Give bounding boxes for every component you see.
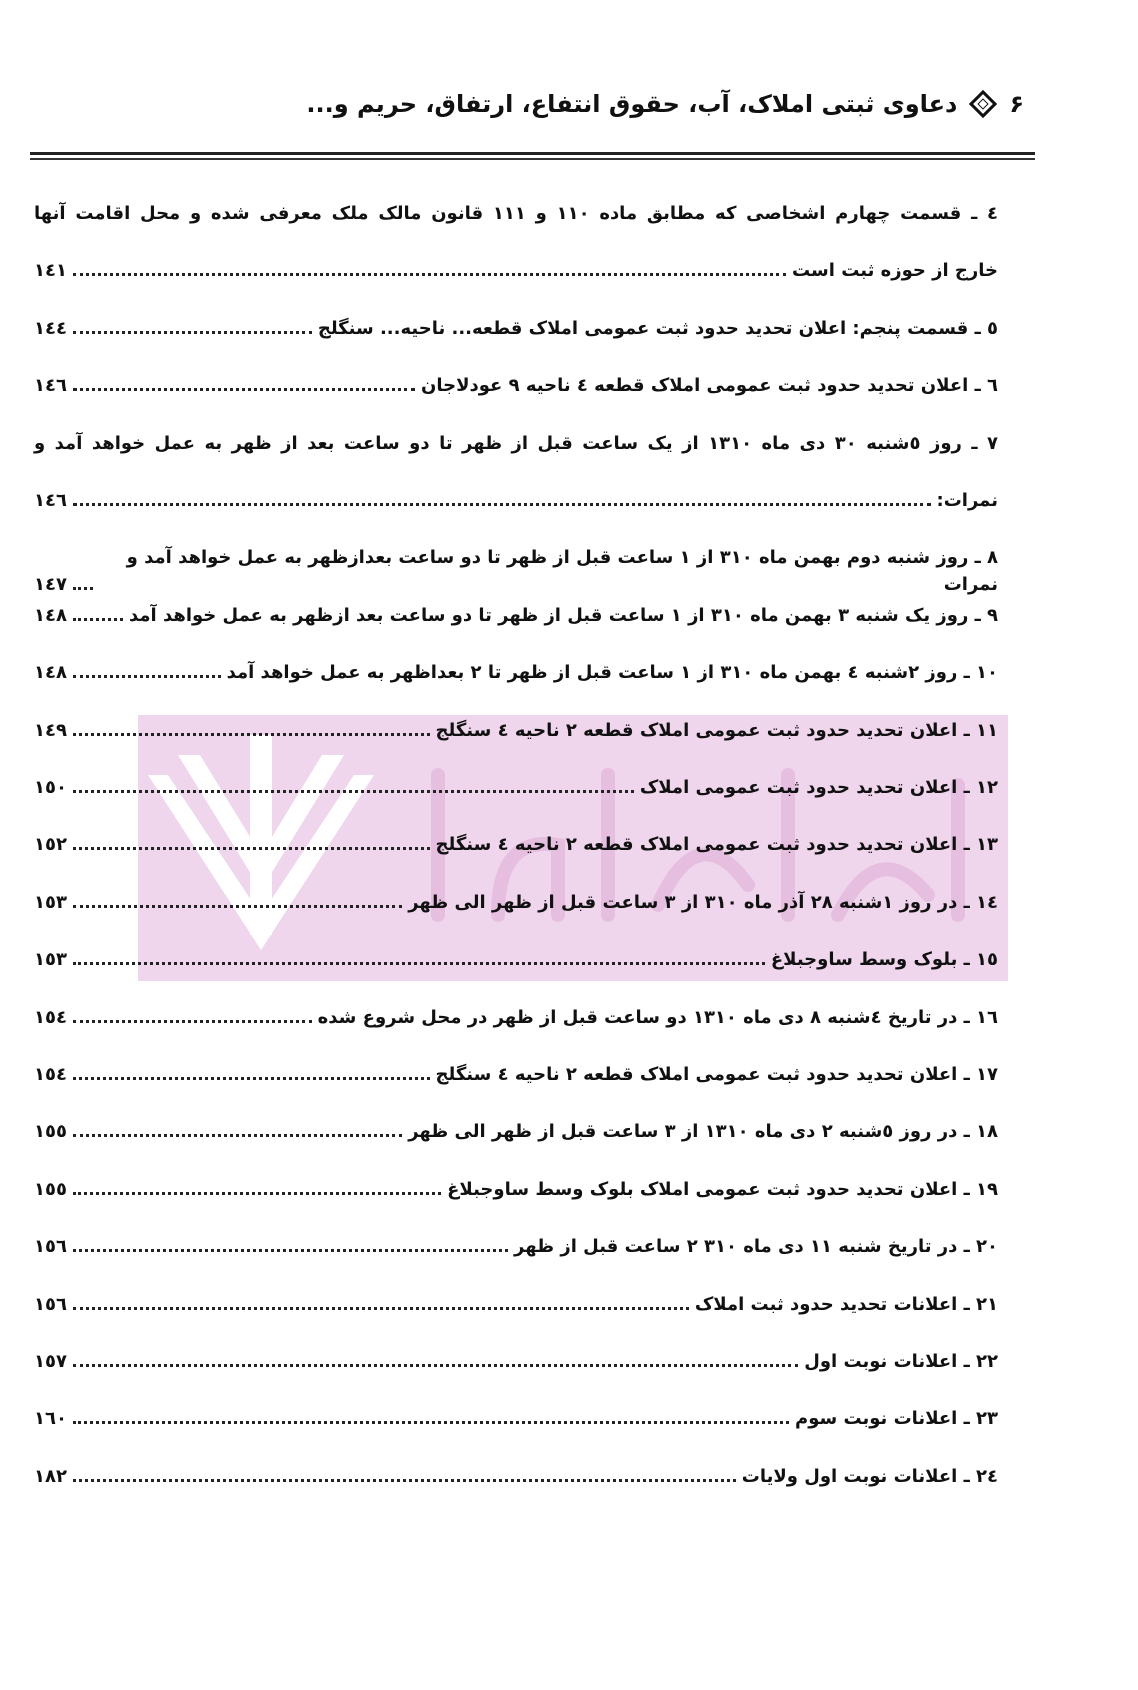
toc-entry xyxy=(34,1176,998,1203)
toc-entry-title: ۱٤ ـ در روز ۱شنبه ۲۸ آذر ماه ۳۱۰ از ۳ ساعت قبل از ظهر الی ظهر xyxy=(408,891,998,913)
toc-page-number: ۱٥٥ xyxy=(34,1121,67,1143)
toc-entry-title: ۱۱ ـ اعلان تحدید حدود ثبت عمومی املاک قطعه ۲ ناحیه ٤ سنگلج xyxy=(435,719,998,741)
toc-entry-title: خارج از حوزه ثبت است xyxy=(792,260,998,282)
dot-leader xyxy=(73,617,123,621)
toc-entry xyxy=(34,257,998,284)
toc-entry xyxy=(34,774,998,801)
dot-leader xyxy=(73,586,93,590)
toc-page-number: ۱٤٤ xyxy=(34,317,67,339)
toc-page-number: ۱٦۰ xyxy=(34,1408,67,1430)
dot-leader xyxy=(73,1363,798,1367)
page-number: ۶ xyxy=(1009,90,1024,118)
toc-page-number: ۱٥٦ xyxy=(34,1293,67,1315)
toc-page-number: ۱٥۰ xyxy=(34,777,67,798)
dot-leader xyxy=(73,904,402,908)
toc-page-number: ۱٤۷ xyxy=(34,574,67,596)
toc-entry-title: نمرات: xyxy=(936,490,998,511)
toc-page-number: ۱٥۳ xyxy=(34,949,67,971)
toc-entry xyxy=(34,487,998,514)
toc-entry xyxy=(34,831,998,858)
toc-entry xyxy=(34,1004,998,1031)
toc-entry xyxy=(34,544,998,598)
dot-leader xyxy=(73,1420,789,1424)
toc-entry xyxy=(34,602,998,629)
toc-page-number: ۱٤٦ xyxy=(34,490,67,511)
toc-entry xyxy=(34,717,998,744)
dot-leader xyxy=(73,732,430,736)
book-title: دعاوی ثبتی املاک، آب، حقوق انتفاع، ارتفاق، حریم و... xyxy=(306,90,958,118)
toc-entry xyxy=(34,1061,998,1088)
toc-entry xyxy=(34,659,998,686)
dot-leader xyxy=(73,1191,441,1195)
toc-entry xyxy=(34,946,998,973)
toc-entry-title: ۱۹ ـ اعلان تحدید حدود ثبت عمومی املاک بلوک وسط ساوجبلاغ xyxy=(447,1178,998,1200)
toc-entry-title: ۱۸ ـ در روز ٥شنبه ۲ دی ماه ۱۳۱۰ از ۳ ساعت قبل از ظهر الی ظهر xyxy=(408,1121,998,1143)
dot-leader xyxy=(73,330,312,334)
toc-page-number: ۱٥٥ xyxy=(34,1178,67,1200)
dot-leader xyxy=(73,1306,689,1310)
toc-entry-title: ۱۲ ـ اعلان تحدید حدود ثبت عمومی املاک xyxy=(639,777,998,798)
dot-leader xyxy=(73,502,931,506)
toc-entry xyxy=(34,889,998,916)
toc-entry xyxy=(34,1405,998,1432)
dot-leader xyxy=(73,846,430,850)
toc-page-number: ۱٤۸ xyxy=(34,604,67,626)
toc-entry-title: ۲٤ ـ اعلانات نوبت اول ولایات xyxy=(741,1465,998,1487)
dot-leader xyxy=(73,1076,430,1080)
toc-entry-title: ٦ ـ اعلان تحدید حدود ثبت عمومی املاک قطعه ٤ ناحیه ۹ عودلاجان xyxy=(421,375,998,397)
dot-leader xyxy=(73,674,221,678)
toc-entry xyxy=(34,1291,998,1318)
toc-page-number: ۱٥۲ xyxy=(34,834,67,856)
toc-entry xyxy=(34,430,998,457)
toc-entry xyxy=(34,200,998,227)
toc-entry xyxy=(34,1233,998,1260)
toc-entry-title: ۲۳ ـ اعلانات نوبت سوم xyxy=(795,1408,998,1430)
toc-entry xyxy=(34,1348,998,1375)
toc-entry xyxy=(34,372,998,399)
toc-page-number: ۱٤۱ xyxy=(34,260,67,282)
toc-entry-title: ۱۳ ـ اعلان تحدید حدود ثبت عمومی املاک قطعه ۲ ناحیه ٤ سنگلج xyxy=(435,834,998,856)
toc-entry xyxy=(34,1463,998,1490)
toc-entry xyxy=(34,315,998,342)
toc-page-number: ۱٥٤ xyxy=(34,1064,67,1085)
toc-entry-title: ۱۰ ـ روز ۲شنبه ٤ بهمن ماه ۳۱۰ از ۱ ساعت قبل از ظهر تا ۲ بعداظهر به عمل خواهد آمد xyxy=(226,662,998,684)
toc-page-number: ۱٥۳ xyxy=(34,891,67,913)
toc-entry-title: ۱٥ ـ بلوک وسط ساوجبلاغ xyxy=(770,949,998,971)
dot-leader xyxy=(73,789,634,793)
toc-page-number: ۱٥٤ xyxy=(34,1006,67,1028)
toc-page-number: ۱٥٦ xyxy=(34,1236,67,1258)
dot-leader xyxy=(73,1478,736,1482)
toc-entry-title: ۸ ـ روز شنبه دوم بهمن ماه ۳۱۰ از ۱ ساعت قبل از ظهر تا دو ساعت بعدازظهر به عمل خواهد آمد و نمرات xyxy=(126,547,998,596)
toc-page-number: ۱٥۷ xyxy=(34,1351,67,1372)
toc-entry-title: ۹ ـ روز یک شنبه ۳ بهمن ماه ۳۱۰ از ۱ ساعت قبل از ظهر تا دو ساعت بعد ازظهر به عمل خواهد آمد xyxy=(128,604,998,626)
dot-leader xyxy=(73,387,415,391)
toc-page-number: ۱٤۹ xyxy=(34,719,67,741)
toc-entry-title: ۷ ـ روز ٥شنبه ۳۰ دی ماه ۱۳۱۰ از یک ساعت قبل از ظهر تا دو ساعت بعد از ظهر به عمل خواهد آمد و xyxy=(34,432,998,454)
toc-page-number: ۱٤۸ xyxy=(34,662,67,684)
toc-page-number: ۱٤٦ xyxy=(34,375,67,397)
dot-leader xyxy=(73,1133,402,1137)
toc-entry-title: ۲۲ ـ اعلانات نوبت اول xyxy=(804,1351,998,1372)
dot-leader xyxy=(73,1019,312,1023)
dot-leader xyxy=(73,961,765,965)
toc-entry-title: ۲۰ ـ در تاریخ شنبه ۱۱ دی ماه ۳۱۰ ۲ ساعت قبل از ظهر xyxy=(514,1236,998,1258)
toc-page-number: ۱۸۲ xyxy=(34,1465,67,1487)
toc-entry-title: ۲۱ ـ اعلانات تحدید حدود ثبت املاک xyxy=(694,1293,998,1315)
dot-leader xyxy=(73,1248,508,1252)
toc-entry-title: ۱٦ ـ در تاریخ ٤شنبه ۸ دی ماه ۱۳۱۰ دو ساعت قبل از ظهر در محل شروع شده xyxy=(317,1006,998,1028)
toc-entry xyxy=(34,1118,998,1145)
toc-entry-title: ٥ ـ قسمت پنجم: اعلان تحدید حدود ثبت عمومی املاک قطعه... ناحیه... سنگلج xyxy=(317,317,998,339)
toc-entry-title: ۱۷ ـ اعلان تحدید حدود ثبت عمومی املاک قطعه ۲ ناحیه ٤ سنگلج xyxy=(435,1064,998,1085)
toc-entry-title: ٤ ـ قسمت چهارم اشخاصی که مطابق ماده ۱۱۰ و ۱۱۱ قانون مالک ملک معرفی شده و محل اقامت آنها xyxy=(34,203,998,224)
dot-leader xyxy=(73,272,786,276)
